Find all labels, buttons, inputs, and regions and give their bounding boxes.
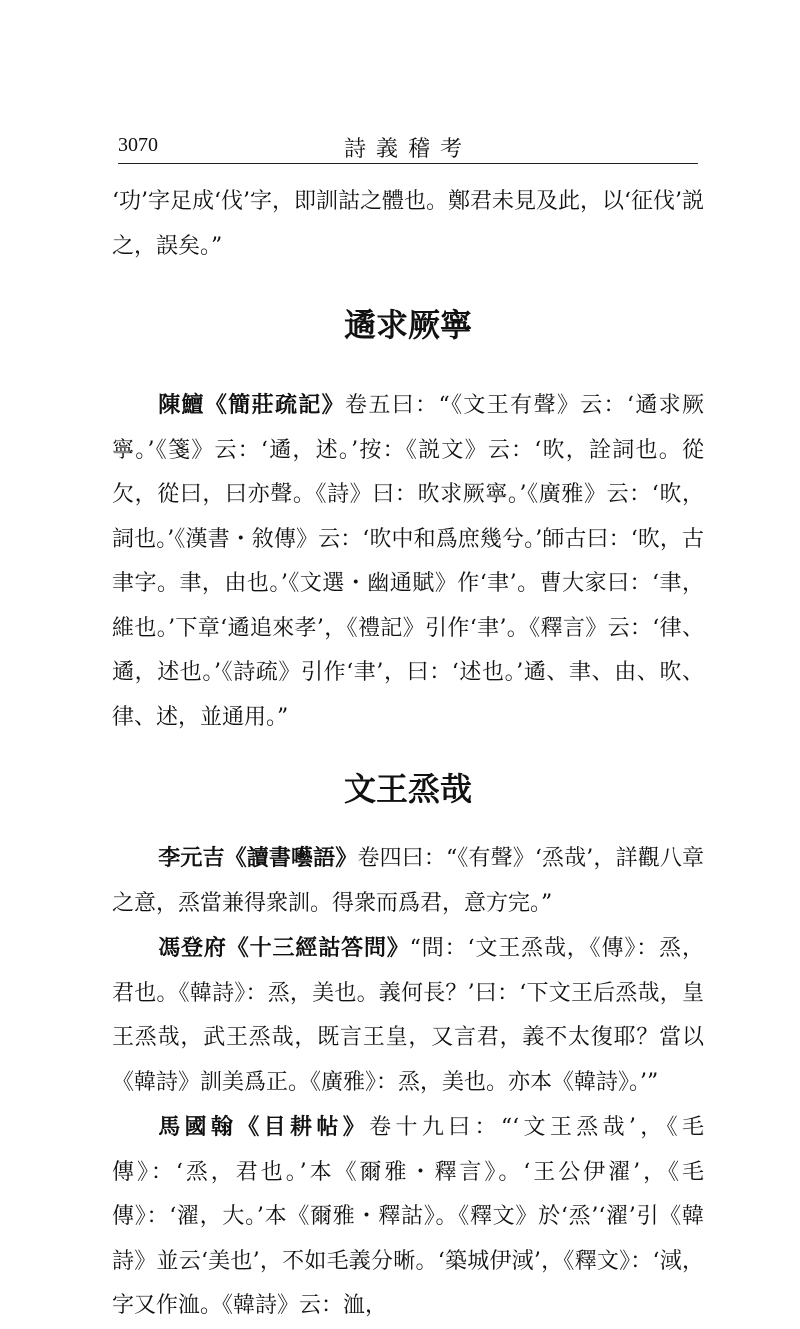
entry-author: 馮登府 <box>158 935 227 961</box>
entry-work: 《簡莊疏記》 <box>204 392 346 418</box>
section-title: 遹求厥寧 <box>343 306 472 344</box>
page-header <box>118 128 698 164</box>
entry-text: 卷十九曰：“‘文王烝哉’，《毛傳》：‘烝，君也。’本《爾雅・釋言》。‘王公伊濯’，《毛傳》：‘濯，大。’本《爾雅・釋詁》。《釋文》於‘烝’‘濯’引《韓詩》並云‘美也’，不如毛義分晰。‘築城伊淢’，《釋文》：‘淢，字又作洫。《韓詩》云：洫， <box>112 1115 704 1318</box>
entry-paragraph <box>112 926 704 1105</box>
entry-author: 李元吉 <box>158 845 225 871</box>
entry-work: 《目耕帖》 <box>237 1114 370 1140</box>
continued-paragraph: ‘功’字足成‘伐’字，即訓詁之體也。鄭君未見及此，以‘征伐’説之，誤矣。” <box>112 189 704 259</box>
entry-author: 馬國翰 <box>158 1114 238 1140</box>
entry-paragraph <box>112 383 704 740</box>
page-number: 3070 <box>118 134 158 156</box>
header-rule <box>118 163 698 164</box>
entry-text: 卷五曰：“《文王有聲》云：‘遹求厥寧。’《箋》云：‘遹，述。’按：《説文》云：‘欥，詮詞也。從欠，從曰，曰亦聲。《詩》曰：欥求厥寧。’《廣雅》云：‘欥，詞也。’《漢書・敘傳》云：‘欥中和爲庶幾兮。’師古曰：‘欥，古聿字。聿，由也。’《文選・幽通賦》作‘聿’。曹大家曰：‘聿，維也。’下章‘遹追來孝’，《禮記》引作‘聿’。《釋言》云：‘律、遹，述也。’《詩疏》引作‘聿’，曰：‘述也。’遹、聿、由、欥、律、述，並通用。” <box>112 393 704 730</box>
section-title: 文王烝哉 <box>343 770 472 808</box>
running-title: 詩義稽考 <box>343 137 472 162</box>
page-body <box>112 180 704 1329</box>
entry-work: 《十三經詁答問》 <box>226 935 410 961</box>
entry-paragraph <box>112 836 704 926</box>
entry-text: “問：‘文王烝哉，《傳》：烝，君也。《韓詩》：烝，美也。義何長？’曰：‘下文王后烝哉，皇王烝哉，武王烝哉，既言王皇，又言君，義不太復耶？當以《韓詩》訓美爲正。《廣雅》：烝，美也。亦本《韓詩》。’” <box>112 936 704 1095</box>
entry-author: 陳鱣 <box>158 392 205 418</box>
entry-text: 卷四曰：“《有聲》‘烝哉’，詳觀八章之意，烝當兼得衆訓。得衆而爲君，意方完。” <box>112 846 704 916</box>
entry-work: 《讀書囈語》 <box>224 845 358 871</box>
